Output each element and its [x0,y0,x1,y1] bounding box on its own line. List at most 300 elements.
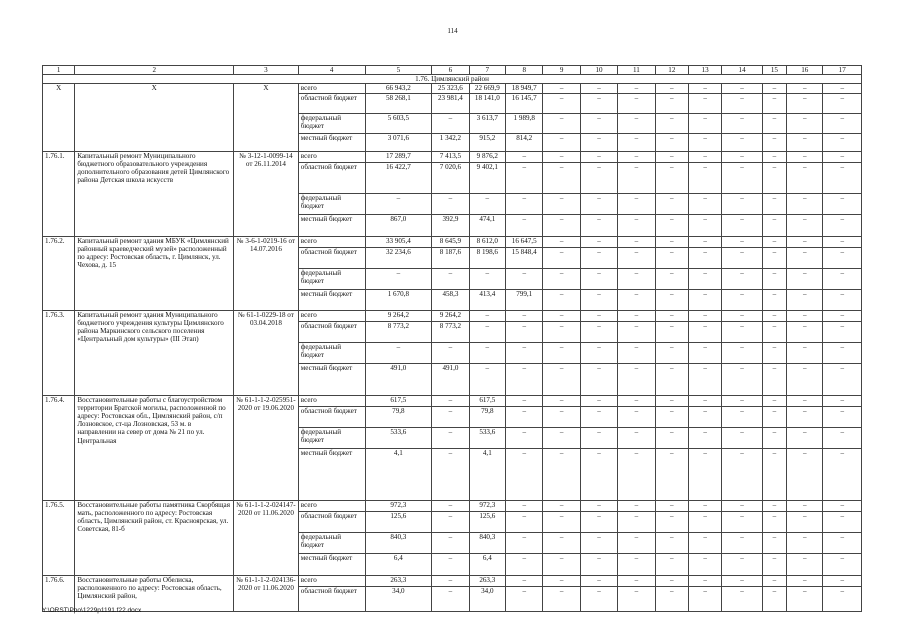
value-cell: 840,3 [365,532,432,553]
value-cell: – [689,268,722,289]
value-cell: – [762,113,786,133]
header-cell: 4 [298,66,365,75]
funding-type: всего [298,151,365,162]
value-cell: – [580,321,617,342]
value-cell: 3 071,6 [365,133,432,151]
value-cell: – [787,247,823,268]
value-cell: – [722,113,762,133]
value-cell: – [722,575,762,586]
value-cell: – [618,321,655,342]
value-cell: – [762,151,786,162]
value-cell: – [823,363,862,395]
value-cell: – [618,133,655,151]
value-cell: – [543,406,580,427]
value-cell: – [580,193,617,214]
header-cell: 9 [543,66,580,75]
funding-type: всего [298,500,365,511]
value-cell: – [787,363,823,395]
value-cell: 1 342,2 [432,133,469,151]
value-cell: – [655,395,688,406]
value-cell: 491,0 [432,363,469,395]
value-cell: – [787,84,823,93]
value-cell: – [787,113,823,133]
funding-type: областной бюджет [298,93,365,113]
value-cell: – [506,162,543,193]
value-cell: – [432,427,469,448]
table-row [43,500,862,511]
value-cell: 8 198,6 [469,247,505,268]
value-cell: – [618,214,655,236]
value-cell: – [543,247,580,268]
value-cell: – [543,133,580,151]
value-cell: – [722,289,762,310]
value-cell: – [823,151,862,162]
value-cell: – [580,532,617,553]
value-cell: – [506,193,543,214]
header-cell: 2 [75,66,234,75]
table-row [43,395,862,406]
value-cell: – [722,214,762,236]
value-cell: – [543,84,580,93]
item-name: Капитальный ремонт Муниципального бюджетного образовательного учреждения дополнительного образования детей Цимлянского района Детская школа искусств [75,151,234,236]
header-cell: 11 [618,66,655,75]
header-cell: 14 [722,66,762,75]
value-cell: 79,8 [469,406,505,427]
value-cell: – [580,553,617,575]
value-cell: – [543,162,580,193]
item-number: 1.76.5. [43,500,75,575]
funding-type: областной бюджет [298,511,365,532]
value-cell: – [469,310,505,321]
item-name: Х [75,84,234,151]
header-cell: 5 [365,66,432,75]
value-cell: – [655,448,688,500]
value-cell: – [580,363,617,395]
value-cell: 16 422,7 [365,162,432,193]
value-cell: – [762,532,786,553]
value-cell: – [722,321,762,342]
value-cell: – [506,448,543,500]
value-cell: – [787,268,823,289]
value-cell: 972,3 [365,500,432,511]
value-cell: – [762,193,786,214]
value-cell: 8 612,0 [469,236,505,247]
value-cell: 18 141,0 [469,93,505,113]
value-cell: – [543,427,580,448]
value-cell: – [722,84,762,93]
value-cell: – [722,363,762,395]
value-cell: 8 645,9 [432,236,469,247]
value-cell: – [543,575,580,586]
value-cell: – [689,553,722,575]
value-cell: – [543,151,580,162]
funding-type: всего [298,236,365,247]
value-cell: – [762,511,786,532]
value-cell: 617,5 [365,395,432,406]
value-cell: – [689,214,722,236]
value-cell: – [618,363,655,395]
value-cell: – [722,406,762,427]
funding-type: областной бюджет [298,406,365,427]
item-document: № 61-1-1-2-025951-2020 от 19.06.2020 [234,395,299,500]
value-cell: – [689,406,722,427]
value-cell: – [823,84,862,93]
value-cell: – [762,406,786,427]
value-cell: 16 647,5 [506,236,543,247]
value-cell: – [506,427,543,448]
value-cell: – [543,363,580,395]
value-cell: – [787,236,823,247]
value-cell: – [823,193,862,214]
value-cell: – [689,500,722,511]
funding-type: федеральный бюджет [298,268,365,289]
value-cell: – [689,395,722,406]
value-cell: – [655,84,688,93]
value-cell: 1 670,8 [365,289,432,310]
value-cell: – [787,162,823,193]
header-cell: 6 [432,66,469,75]
value-cell: – [823,532,862,553]
value-cell: – [762,93,786,113]
value-cell: – [762,133,786,151]
value-cell: – [655,310,688,321]
funding-type: федеральный бюджет [298,113,365,133]
value-cell: – [823,575,862,586]
value-cell: – [580,214,617,236]
value-cell: – [762,553,786,575]
value-cell: – [618,406,655,427]
value-cell: – [722,310,762,321]
value-cell: 33 905,4 [365,236,432,247]
item-document: № 61-1-1-2-024136-2020 от 11.06.2020 [234,575,299,611]
funding-type: местный бюджет [298,448,365,500]
header-cell: 3 [234,66,299,75]
value-cell: – [655,511,688,532]
item-number: 1.76.6. [43,575,75,611]
value-cell: – [823,93,862,113]
value-cell: – [432,553,469,575]
value-cell: – [580,427,617,448]
value-cell: – [655,93,688,113]
item-document: № 61-1-1-2-024147-2020 от 11.06.2020 [234,500,299,575]
item-number: 1.76.2. [43,236,75,310]
funding-type: областной бюджет [298,162,365,193]
value-cell: – [823,214,862,236]
funding-type: всего [298,395,365,406]
header-row [43,66,862,75]
value-cell: – [655,342,688,363]
table-row [43,310,862,321]
value-cell: 263,3 [469,575,505,586]
value-cell: – [655,289,688,310]
value-cell: – [823,500,862,511]
section-title: 1.76. Цимлянский район [43,75,862,84]
value-cell: – [689,575,722,586]
value-cell: – [432,193,469,214]
value-cell: – [580,113,617,133]
value-cell: – [823,406,862,427]
value-cell: – [655,586,688,611]
value-cell: – [823,586,862,611]
value-cell: – [823,289,862,310]
value-cell: 7 413,5 [432,151,469,162]
item-name: Восстановительные работы с благоустройством территории Братской могилы, расположенной по адресу: Ростовская обл., Цимлянский район, с/п Лозновское, ст-ца Лозновская, 53 м. в направлении на север от дома № 21 по ул. Центральная [75,395,234,500]
value-cell: – [618,500,655,511]
value-cell: – [762,310,786,321]
value-cell: – [762,236,786,247]
value-cell: 413,4 [469,289,505,310]
value-cell: – [618,162,655,193]
value-cell: 9 402,1 [469,162,505,193]
value-cell: – [469,363,505,395]
value-cell: – [580,500,617,511]
value-cell: – [543,321,580,342]
value-cell: – [618,511,655,532]
value-cell: 25 323,6 [432,84,469,93]
value-cell: – [506,268,543,289]
value-cell: – [543,553,580,575]
value-cell: – [787,575,823,586]
value-cell: – [722,162,762,193]
data-table [42,65,862,612]
value-cell: – [432,586,469,611]
value-cell: – [469,342,505,363]
value-cell: – [432,406,469,427]
value-cell: – [689,133,722,151]
value-cell: – [580,84,617,93]
value-cell: – [655,133,688,151]
funding-type: местный бюджет [298,363,365,395]
value-cell: – [823,162,862,193]
value-cell: 392,9 [432,214,469,236]
item-document: № 3-12-1-0099-14 от 26.11.2014 [234,151,299,236]
value-cell: – [580,395,617,406]
value-cell: – [722,511,762,532]
header-cell: 12 [655,66,688,75]
value-cell: – [580,133,617,151]
value-cell: – [618,427,655,448]
value-cell: – [580,448,617,500]
value-cell: 9 264,2 [365,310,432,321]
value-cell: – [618,586,655,611]
value-cell: – [580,236,617,247]
value-cell: 474,1 [469,214,505,236]
value-cell: – [787,133,823,151]
value-cell: – [618,448,655,500]
value-cell: – [787,427,823,448]
value-cell: – [655,214,688,236]
value-cell: – [762,289,786,310]
value-cell: – [506,575,543,586]
value-cell: – [787,500,823,511]
value-cell: – [762,448,786,500]
funding-type: областной бюджет [298,586,365,611]
value-cell: 66 943,2 [365,84,432,93]
funding-type: местный бюджет [298,133,365,151]
value-cell: – [823,236,862,247]
value-cell: – [469,268,505,289]
value-cell: – [543,586,580,611]
value-cell: – [618,268,655,289]
funding-type: федеральный бюджет [298,427,365,448]
value-cell: 34,0 [469,586,505,611]
value-cell: – [506,395,543,406]
value-cell: 533,6 [469,427,505,448]
value-cell: – [543,342,580,363]
value-cell: – [722,586,762,611]
file-path-footer: Y:\ORST\Ppo\1229p1191.f22.docx [42,607,142,614]
value-cell: – [689,151,722,162]
value-cell: – [722,268,762,289]
value-cell: – [823,427,862,448]
value-cell: – [469,321,505,342]
value-cell: – [689,236,722,247]
value-cell: – [655,247,688,268]
value-cell: – [506,363,543,395]
value-cell: – [762,84,786,93]
funding-type: местный бюджет [298,289,365,310]
value-cell: – [543,395,580,406]
value-cell: – [823,268,862,289]
value-cell: – [506,406,543,427]
funding-type: областной бюджет [298,321,365,342]
value-cell: – [543,193,580,214]
value-cell: – [618,113,655,133]
value-cell: – [506,511,543,532]
header-cell: 8 [506,66,543,75]
value-cell: – [787,214,823,236]
value-cell: – [722,193,762,214]
value-cell: – [722,500,762,511]
value-cell: – [689,93,722,113]
table-row [43,151,862,162]
value-cell: – [762,575,786,586]
header-cell: 7 [469,66,505,75]
value-cell: 8 187,6 [432,247,469,268]
value-cell: – [787,151,823,162]
item-name: Капитальный ремонт здания МБУК «Цимлянский районный краеведческий музей» расположенный по адресу: Ростовская область, г. Цимлянск, ул. Чехова, д. 15 [75,236,234,310]
value-cell: – [506,151,543,162]
value-cell: – [689,448,722,500]
value-cell: 9 876,2 [469,151,505,162]
item-name: Восстановительные работы Обелиска, расположенного по адресу: Ростовская область, Цимлянский район, [75,575,234,611]
funding-type: федеральный бюджет [298,193,365,214]
value-cell: 491,0 [365,363,432,395]
header-cell: 16 [787,66,823,75]
value-cell: – [722,427,762,448]
value-cell: – [543,310,580,321]
value-cell: – [823,395,862,406]
value-cell: – [722,93,762,113]
value-cell: 6,4 [365,553,432,575]
value-cell: – [787,553,823,575]
value-cell: – [689,532,722,553]
value-cell: – [689,162,722,193]
table-row [43,575,862,586]
value-cell: – [506,342,543,363]
funding-type: федеральный бюджет [298,532,365,553]
value-cell: – [762,586,786,611]
value-cell: – [580,268,617,289]
value-cell: 814,2 [506,133,543,151]
value-cell: 5 603,5 [365,113,432,133]
value-cell: 22 669,9 [469,84,505,93]
value-cell: – [618,553,655,575]
value-cell: – [432,268,469,289]
value-cell: – [655,193,688,214]
value-cell: – [689,193,722,214]
value-cell: – [787,395,823,406]
value-cell: 6,4 [469,553,505,575]
header-cell: 13 [689,66,722,75]
value-cell: – [762,321,786,342]
value-cell: – [722,448,762,500]
value-cell: 16 145,7 [506,93,543,113]
value-cell: – [823,553,862,575]
value-cell: – [787,586,823,611]
value-cell: – [580,310,617,321]
value-cell: – [543,289,580,310]
value-cell: 125,6 [469,511,505,532]
value-cell: – [432,575,469,586]
value-cell: – [506,586,543,611]
value-cell: – [722,342,762,363]
value-cell: 458,3 [432,289,469,310]
value-cell: – [762,162,786,193]
value-cell: – [787,511,823,532]
value-cell: – [762,427,786,448]
value-cell: – [655,553,688,575]
value-cell: – [689,289,722,310]
value-cell: – [762,500,786,511]
value-cell: – [432,448,469,500]
value-cell: – [689,113,722,133]
item-document: № 61-1-0229-18 от 03.04.2018 [234,310,299,395]
value-cell: – [722,247,762,268]
value-cell: – [618,93,655,113]
funding-type: всего [298,575,365,586]
value-cell: – [787,532,823,553]
value-cell: – [506,500,543,511]
value-cell: – [506,321,543,342]
page-number: 114 [447,27,458,35]
value-cell: – [580,151,617,162]
value-cell: – [655,406,688,427]
value-cell: – [722,151,762,162]
value-cell: – [580,406,617,427]
value-cell: – [580,247,617,268]
item-document: Х [234,84,299,151]
value-cell: – [432,113,469,133]
value-cell: – [543,532,580,553]
value-cell: – [762,395,786,406]
value-cell: 4,1 [365,448,432,500]
funding-type: местный бюджет [298,214,365,236]
value-cell: – [689,511,722,532]
value-cell: 972,3 [469,500,505,511]
value-cell: – [823,133,862,151]
funding-type: всего [298,310,365,321]
value-cell: – [543,113,580,133]
value-cell: – [618,289,655,310]
value-cell: – [762,247,786,268]
value-cell: – [543,511,580,532]
value-cell: – [823,310,862,321]
item-number: Х [43,84,75,151]
value-cell: – [689,247,722,268]
value-cell: – [689,310,722,321]
value-cell: – [618,236,655,247]
